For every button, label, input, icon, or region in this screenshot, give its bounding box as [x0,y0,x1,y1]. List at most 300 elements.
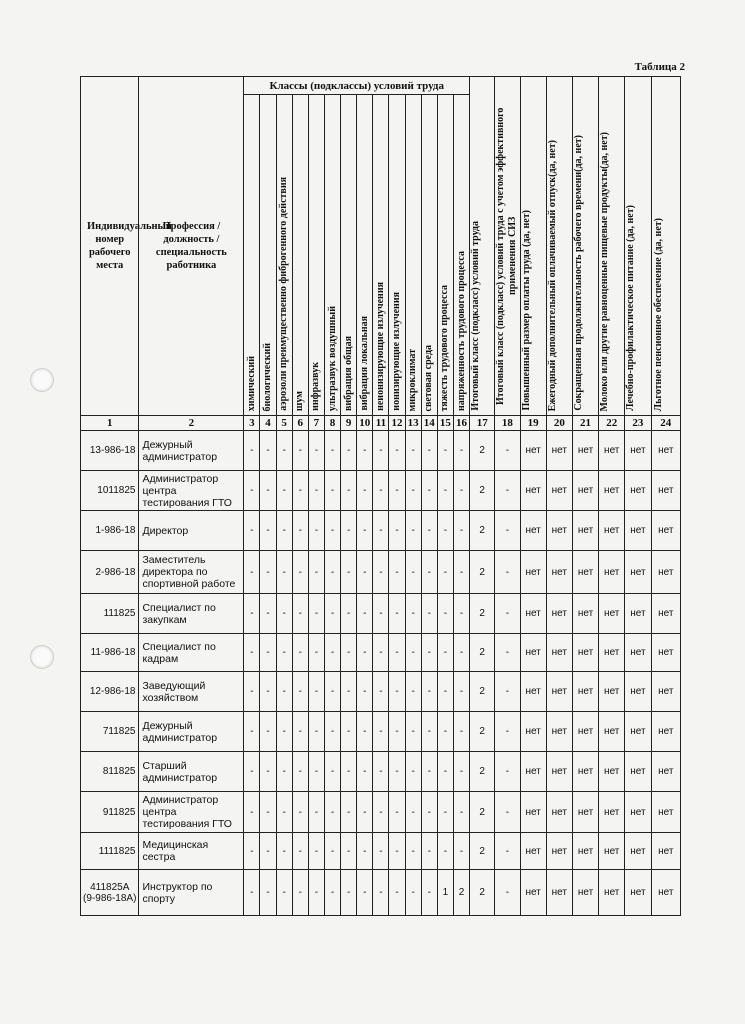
table-cell: - [308,431,324,471]
header-final-class-siz: Итоговый класс (подкласс) условий труда с учетом эффективного применения СИЗ [495,77,520,416]
column-number: 22 [599,416,625,431]
profession: Старший администратор [139,752,244,792]
header-factor-9: ионизирующие излучения [389,95,405,416]
table-cell: нет [520,672,546,712]
header-factor-7: вибрация локальная [357,95,373,416]
table-cell: нет [520,792,546,833]
table-cell: нет [520,594,546,634]
table-cell: нет [546,551,572,594]
table-cell: - [495,471,520,511]
table-cell: - [495,870,520,916]
table-cell: - [389,870,405,916]
header-factor-2: аэрозоли преимущественно фиброгенного действия [276,95,292,416]
table-cell: 2 [470,870,495,916]
table-cell: - [324,594,340,634]
table-cell: - [405,511,421,551]
table-cell: 1 [437,870,453,916]
table-cell: нет [572,870,598,916]
column-number: 15 [437,416,453,431]
column-number: 5 [276,416,292,431]
table-cell: - [308,833,324,870]
table-cell: - [373,551,389,594]
table-cell: - [324,672,340,712]
header-factor-6: вибрация общая [341,95,357,416]
table-cell: - [276,870,292,916]
table-cell: - [421,712,437,752]
table-cell: нет [651,712,680,752]
table-cell: - [276,792,292,833]
table-cell: - [389,792,405,833]
profession: Дежурный администратор [139,712,244,752]
column-number: 2 [139,416,244,431]
header-classes-group: Классы (подклассы) условий труда [244,77,470,95]
header-factor-5: ультразвук воздушный [324,95,340,416]
table-cell: - [276,594,292,634]
workplace-id: 111825 [81,594,139,634]
table-cell: - [495,431,520,471]
table-cell: - [357,870,373,916]
table-cell: - [276,752,292,792]
table-cell: - [495,594,520,634]
table-cell: нет [520,833,546,870]
table-cell: - [421,471,437,511]
table-cell: нет [651,431,680,471]
column-number: 21 [572,416,598,431]
table-cell: нет [546,752,572,792]
table-cell: 2 [470,752,495,792]
header-factor-8: неионизирующие излучения [373,95,389,416]
table-cell: - [276,431,292,471]
column-number: 20 [546,416,572,431]
table-cell: 2 [470,792,495,833]
table-cell: - [437,792,453,833]
table-cell: нет [546,471,572,511]
table-cell: - [421,752,437,792]
table-cell: - [405,833,421,870]
table-cell: - [244,634,260,672]
table-cell: - [405,752,421,792]
table-cell: - [357,712,373,752]
table-cell: - [405,792,421,833]
table-cell: нет [651,634,680,672]
table-cell: - [292,431,308,471]
table-cell: нет [520,870,546,916]
table-cell: - [453,551,469,594]
header-factor-3: шум [292,95,308,416]
table-cell: нет [546,712,572,752]
table-cell: - [292,594,308,634]
table-cell: - [308,511,324,551]
table-cell: - [357,672,373,712]
table-cell: - [292,672,308,712]
workplace-id: 1-986-18 [81,511,139,551]
column-number: 18 [495,416,520,431]
column-number: 4 [260,416,276,431]
table-cell: - [260,792,276,833]
column-number: 14 [421,416,437,431]
profession: Заведующий хозяйством [139,672,244,712]
table-cell: - [276,833,292,870]
table-cell: - [308,634,324,672]
table-cell: нет [520,752,546,792]
table-cell: 2 [470,833,495,870]
header-factor-10: микроклимат [405,95,421,416]
table-cell: - [453,752,469,792]
table-cell: - [341,511,357,551]
table-cell: - [437,511,453,551]
header-id: Индивидуальный номер рабочего места [81,77,139,416]
table-cell: нет [625,431,651,471]
table-cell: нет [520,511,546,551]
table-cell: - [405,712,421,752]
table-cell: - [260,833,276,870]
table-cell: нет [599,471,625,511]
table-cell: - [437,471,453,511]
table-cell: - [324,870,340,916]
table-cell: - [260,672,276,712]
table-cell: нет [572,594,598,634]
table-cell: - [260,634,276,672]
table-cell: - [244,672,260,712]
table-cell: нет [546,634,572,672]
table-cell: - [276,712,292,752]
table-cell: - [421,431,437,471]
table-cell: нет [651,672,680,712]
column-number: 9 [341,416,357,431]
table-cell: - [292,712,308,752]
table-cell: - [437,712,453,752]
table-cell: - [341,870,357,916]
table-cell: - [453,792,469,833]
table-cell: нет [599,594,625,634]
table-cell: - [405,672,421,712]
table-cell: - [341,752,357,792]
table-cell: нет [572,551,598,594]
table-cell: - [357,431,373,471]
table-cell: - [324,792,340,833]
table-cell: - [244,594,260,634]
header-factor-12: тяжесть трудового процесса [437,95,453,416]
table-cell: - [373,712,389,752]
table-cell: - [389,511,405,551]
table-cell: нет [651,594,680,634]
column-number: 6 [292,416,308,431]
column-number: 8 [324,416,340,431]
table-caption: Таблица 2 [634,61,685,73]
table-cell: - [437,672,453,712]
table-cell: - [357,551,373,594]
column-number: 11 [373,416,389,431]
table-cell: - [373,431,389,471]
table-cell: - [373,511,389,551]
workplace-id: 411825А (9-986-18А) [81,870,139,916]
table-cell: - [260,431,276,471]
table-cell: - [292,752,308,792]
column-number: 16 [453,416,469,431]
table-cell: - [373,870,389,916]
table-cell: - [244,792,260,833]
table-cell: - [324,551,340,594]
table-cell: нет [520,551,546,594]
workplace-id: 1011825 [81,471,139,511]
table-cell: - [341,471,357,511]
table-cell: - [292,471,308,511]
table-cell: - [495,833,520,870]
table-cell: нет [599,511,625,551]
table-cell: - [292,511,308,551]
table-cell: - [389,672,405,712]
table-cell: 2 [470,511,495,551]
table-cell: - [308,594,324,634]
table-cell: нет [546,594,572,634]
table-cell: - [389,833,405,870]
column-number: 23 [625,416,651,431]
table-cell: - [389,752,405,792]
table-cell: нет [572,672,598,712]
table-cell: - [421,833,437,870]
column-number: 19 [520,416,546,431]
profession: Администратор центра тестирования ГТО [139,792,244,833]
table-cell: нет [625,833,651,870]
workplace-id: 11-986-18 [81,634,139,672]
table-cell: - [276,634,292,672]
table-row [81,431,681,471]
table-cell: нет [625,752,651,792]
header-extra-4: Лечебно-профилактическое питание (да, нет) [625,77,651,416]
table-cell: нет [625,594,651,634]
header-extra-2: Сокращенная продолжительность рабочего времени(да, нет) [572,77,598,416]
table-cell: 2 [470,471,495,511]
table-cell: нет [599,833,625,870]
table-cell: нет [651,551,680,594]
table-cell: - [244,752,260,792]
profession: Медицинская сестра [139,833,244,870]
table-cell: нет [599,712,625,752]
profession: Инструктор по спорту [139,870,244,916]
table-cell: - [260,712,276,752]
column-number: 13 [405,416,421,431]
table-cell: 2 [470,594,495,634]
table-cell: нет [599,792,625,833]
table-cell: - [308,712,324,752]
table-cell: 2 [453,870,469,916]
table-cell: - [341,672,357,712]
profession: Заместитель директора по спортивной работе [139,551,244,594]
table-cell: нет [572,431,598,471]
table-cell: 2 [470,712,495,752]
table-cell: - [405,431,421,471]
table-cell: нет [599,672,625,712]
table-cell: 2 [470,551,495,594]
table-cell: нет [651,752,680,792]
table-cell: - [421,672,437,712]
table-row [81,792,681,833]
punch-hole-bottom [30,645,54,669]
table-cell: нет [520,712,546,752]
column-number: 24 [651,416,680,431]
table-cell: - [495,712,520,752]
table-cell: нет [520,471,546,511]
workplace-id: 13-986-18 [81,431,139,471]
header-factor-4: инфразвук [308,95,324,416]
table-cell: - [341,431,357,471]
table-cell: - [357,752,373,792]
table-cell: нет [651,471,680,511]
table-cell: - [495,752,520,792]
header-factor-11: световая среда [421,95,437,416]
table-cell: - [421,870,437,916]
table-cell: - [437,594,453,634]
table-cell: - [373,833,389,870]
workplace-id: 911825 [81,792,139,833]
table-cell: - [373,672,389,712]
table-row [81,752,681,792]
table-cell: нет [546,672,572,712]
table-row [81,870,681,916]
table-cell: - [437,431,453,471]
table-row [81,551,681,594]
table-cell: - [373,752,389,792]
table-cell: - [405,870,421,916]
table-cell: нет [599,431,625,471]
column-number: 7 [308,416,324,431]
table-cell: нет [625,712,651,752]
column-number: 1 [81,416,139,431]
table-cell: нет [625,471,651,511]
table-cell: - [308,551,324,594]
table-cell: - [324,634,340,672]
workplace-id: 2-986-18 [81,551,139,594]
table-cell: - [357,792,373,833]
table-cell: нет [572,471,598,511]
column-number: 17 [470,416,495,431]
table-cell: - [421,551,437,594]
table-cell: 2 [470,431,495,471]
workplace-id: 811825 [81,752,139,792]
table-cell: - [308,752,324,792]
table-row [81,833,681,870]
table-cell: - [405,594,421,634]
header-factor-13: напряженность трудового процесса [453,95,469,416]
table-cell: - [341,833,357,870]
table-cell: нет [625,511,651,551]
table-cell: - [308,672,324,712]
table-cell: нет [572,833,598,870]
table-cell: - [453,634,469,672]
profession: Специалист по закупкам [139,594,244,634]
table-cell: - [373,792,389,833]
profession: Директор [139,511,244,551]
table-cell: - [437,833,453,870]
table-row [81,511,681,551]
table-cell: - [405,634,421,672]
table-cell: - [389,634,405,672]
table-cell: - [389,594,405,634]
table-cell: - [341,712,357,752]
table-cell: - [341,792,357,833]
table-cell: - [373,594,389,634]
table-cell: нет [546,511,572,551]
table-cell: - [308,792,324,833]
table-cell: нет [651,511,680,551]
table-cell: - [324,833,340,870]
table-cell: нет [651,833,680,870]
table-cell: - [292,634,308,672]
table-cell: - [292,551,308,594]
table-row [81,471,681,511]
column-number: 10 [357,416,373,431]
table-cell: - [437,634,453,672]
table-cell: - [260,594,276,634]
table-row [81,634,681,672]
table-cell: - [260,471,276,511]
table-cell: 2 [470,672,495,712]
header-factor-0: химический [244,95,260,416]
header-extra-1: Ежегодный дополнительный оплачиваемый отпуск(да, нет) [546,77,572,416]
table-cell: - [244,471,260,511]
header-profession: Профессия / должность / специальность работника [139,77,244,416]
table-cell: - [495,551,520,594]
table-cell: нет [625,792,651,833]
table-cell: нет [599,551,625,594]
table-cell: - [373,634,389,672]
table-cell: - [453,511,469,551]
table-cell: - [276,471,292,511]
table-cell: нет [572,792,598,833]
table-cell: нет [546,792,572,833]
table-cell: нет [651,792,680,833]
table-cell: - [421,511,437,551]
table-cell: - [292,833,308,870]
table-cell: - [260,752,276,792]
table-cell: - [421,792,437,833]
table-cell: - [324,471,340,511]
table-cell: - [357,634,373,672]
table-cell: - [324,712,340,752]
table-cell: - [276,511,292,551]
table-cell: - [495,672,520,712]
table-cell: нет [520,431,546,471]
table-cell: - [357,511,373,551]
table-row [81,672,681,712]
table-cell: - [292,870,308,916]
table-cell: нет [599,634,625,672]
table-cell: - [389,712,405,752]
column-number: 12 [389,416,405,431]
table-cell: - [244,511,260,551]
table-cell: - [276,551,292,594]
profession: Дежурный администратор [139,431,244,471]
workplace-id: 711825 [81,712,139,752]
table-cell: - [389,431,405,471]
table-cell: - [260,511,276,551]
table-cell: - [495,511,520,551]
table-cell: нет [599,752,625,792]
table-cell: - [357,471,373,511]
table-cell: - [453,471,469,511]
table-cell: - [244,870,260,916]
table-cell: - [453,594,469,634]
table-cell: нет [572,634,598,672]
table-cell: - [244,431,260,471]
table-cell: нет [625,551,651,594]
table-cell: - [292,792,308,833]
table-row [81,712,681,752]
table-cell: нет [546,870,572,916]
table-cell: нет [572,752,598,792]
table-cell: - [357,833,373,870]
table-cell: - [341,551,357,594]
